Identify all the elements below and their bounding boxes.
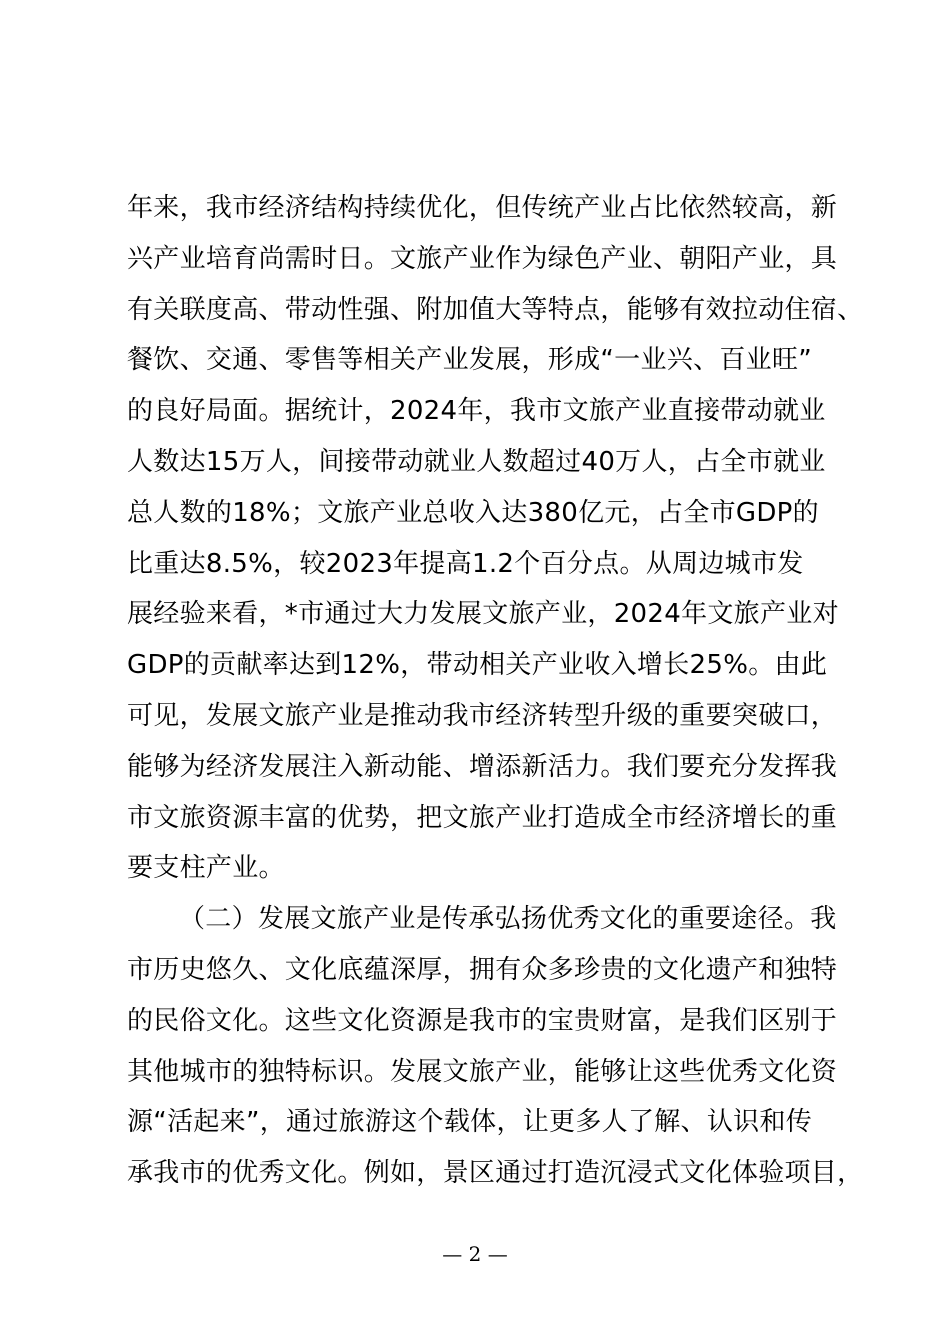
text-line: 的良好局面。据统计，2024年，我市文旅产业直接带动就业: [127, 396, 826, 427]
text-line: 可见，发展文旅产业是推动我市经济转型升级的重要突破口，: [127, 700, 838, 731]
text-line: 比重达8.5%，较2023年提高1.2个百分点。从周边城市发: [127, 548, 804, 579]
text-line: 要支柱产业。: [127, 853, 285, 884]
text-line: GDP的贡献率达到12%，带动相关产业收入增长25%。由此: [127, 650, 828, 681]
section-heading-line: （二）发展文旅产业是传承弘扬优秀文化的重要途径。我: [179, 904, 837, 935]
page-number: — 2 —: [442, 1242, 508, 1266]
text-line: 能够为经济发展注入新动能、增添新活力。我们要充分发挥我: [127, 751, 838, 782]
text-line: 总人数的18%；文旅产业总收入达380亿元，占全市GDP的: [127, 497, 819, 528]
text-line: 人数达15万人，间接带动就业人数超过40万人，占全市就业: [127, 446, 826, 477]
text-line: 展经验来看，*市通过大力发展文旅产业，2024年文旅产业对: [127, 599, 839, 630]
text-line: 兴产业培育尚需时日。文旅产业作为绿色产业、朝阳产业，具: [127, 243, 838, 274]
text-line: 有关联度高、带动性强、附加值大等特点，能够有效拉动住宿、: [127, 294, 864, 325]
document-body: [127, 188, 864, 1204]
text-line: 其他城市的独特标识。发展文旅产业，能够让这些优秀文化资: [127, 1056, 838, 1087]
text-line: 市文旅资源丰富的优势，把文旅产业打造成全市经济增长的重: [127, 802, 838, 833]
text-line: 市历史悠久、文化底蕴深厚，拥有众多珍贵的文化遗产和独特: [127, 954, 838, 985]
text-line: 源“活起来”，通过旅游这个载体，让更多人了解、认识和传: [127, 1107, 813, 1138]
text-line: 餐饮、交通、零售等相关产业发展，形成“一业兴、百业旺”: [127, 345, 813, 376]
text-line: 承我市的优秀文化。例如，景区通过打造沉浸式文化体验项目，: [127, 1158, 864, 1189]
text-line: 年来，我市经济结构持续优化，但传统产业占比依然较高，新: [127, 193, 838, 223]
text-line: 的民俗文化。这些文化资源是我市的宝贵财富，是我们区别于: [127, 1005, 838, 1036]
